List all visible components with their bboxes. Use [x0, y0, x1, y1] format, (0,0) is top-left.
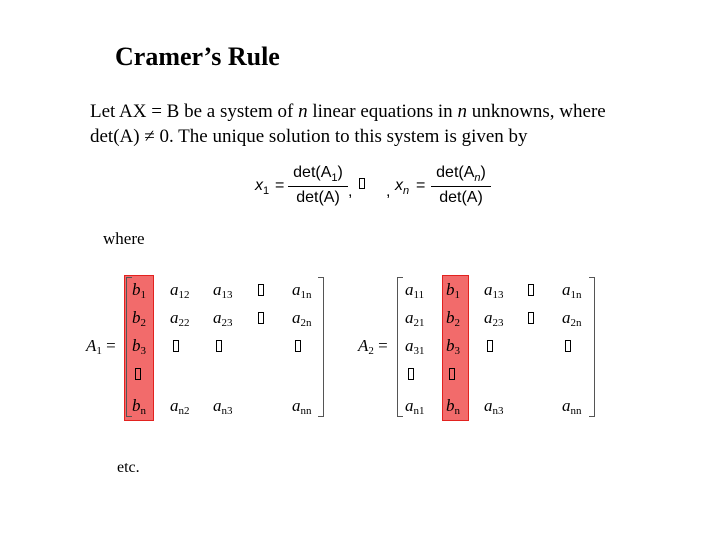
matrix-entry: $a_{13}$	[213, 280, 233, 301]
formula-fraction-2	[431, 164, 491, 207]
ellipsis-placeholder-icon	[408, 368, 414, 380]
where-label: where	[103, 229, 145, 248]
fraction-1-bar	[288, 186, 348, 187]
matrix-entry: $a_{22}$	[170, 308, 190, 329]
matrix-entry: $a_{2n}$	[562, 308, 582, 329]
fraction-2-bar	[431, 186, 491, 187]
matrix-entry: $b_2$	[446, 308, 460, 329]
matrix-entry: $a_{12}$	[170, 280, 190, 301]
ellipsis-placeholder-icon	[528, 284, 534, 296]
matrix-entry: $a_{n2}$	[170, 396, 190, 417]
matrix-entry: $b_n$	[446, 396, 460, 417]
ellipsis-placeholder-icon	[487, 340, 493, 352]
matrix-entry: $a_{21}$	[405, 308, 425, 329]
matrix-entry: $a_{31}$	[405, 336, 425, 357]
matrix-entry: $b_2$	[132, 308, 146, 329]
intro-text-part: unknowns, where	[466, 101, 606, 122]
matrix-entry: $a_{nn}$	[292, 396, 312, 417]
formula-comma-2: ,	[386, 183, 391, 200]
intro-variable-n: n	[298, 101, 308, 122]
matrix-2-right-bracket	[589, 277, 595, 417]
matrix-entry: $a_{n3}$	[213, 396, 233, 417]
formula-equals-1: =	[275, 177, 285, 194]
ellipsis-placeholder-icon	[216, 340, 222, 352]
fraction-1-numerator: $\det(A_1)$	[293, 164, 343, 185]
matrix-entry: $a_{23}$	[484, 308, 504, 329]
matrix-entry: $a_{23}$	[213, 308, 233, 329]
matrix-entry: $a_{13}$	[484, 280, 504, 301]
matrix-entry: $a_{1n}$	[562, 280, 582, 301]
matrix-entry: $a_{n3}$	[484, 396, 504, 417]
matrix-entry: $a_{n1}$	[405, 396, 425, 417]
etc-label: etc.	[117, 459, 140, 476]
formula-xn: $x_n$	[395, 177, 410, 198]
ellipsis-placeholder-icon	[258, 284, 264, 296]
matrix-1-right-bracket	[318, 277, 324, 417]
matrix-1-label: $A_1$ =	[86, 336, 116, 357]
formula-comma-1: ,	[348, 183, 353, 200]
ellipsis-placeholder-icon	[528, 312, 534, 324]
matrix-entry: $b_3$	[446, 336, 460, 357]
intro-line-1	[90, 101, 606, 123]
intro-variable-n: n	[457, 101, 467, 122]
matrix-entry: $b_1$	[446, 280, 460, 301]
matrix-entry: $a_{nn}$	[562, 396, 582, 417]
ellipsis-placeholder-icon	[173, 340, 179, 352]
fraction-1-denominator: det(A)	[296, 189, 340, 207]
matrix-entry: $b_n$	[132, 396, 146, 417]
ellipsis-placeholder-icon	[258, 312, 264, 324]
matrix-entry: $a_{2n}$	[292, 308, 312, 329]
matrix-2-label: $A_2$ =	[358, 336, 388, 357]
matrix-entry: $a_{1n}$	[292, 280, 312, 301]
formula-fraction-1	[288, 164, 348, 207]
fraction-2-numerator: $\det(A_n)$	[436, 164, 486, 185]
matrix-entry: $a_{11}$	[405, 280, 425, 301]
ellipsis-placeholder-icon	[135, 368, 141, 380]
intro-text-part: linear equations in	[307, 101, 458, 122]
matrix-2-left-bracket	[397, 277, 403, 417]
cramer-formula	[255, 164, 495, 214]
ellipsis-placeholder-icon	[295, 340, 301, 352]
slide-title: Cramer’s Rule	[115, 42, 280, 71]
matrix-entry: $b_1$	[132, 280, 146, 301]
ellipsis-placeholder-icon	[565, 340, 571, 352]
matrix-entry: $b_3$	[132, 336, 146, 357]
formula-x1: $x_1$	[255, 177, 270, 198]
intro-text-part: Let AX = B be a system of	[90, 101, 299, 122]
formula-equals-2: =	[416, 177, 426, 194]
ellipsis-placeholder-icon	[359, 178, 365, 189]
ellipsis-placeholder-icon	[449, 368, 455, 380]
intro-line-2: det(A) ≠ 0. The unique solution to this system is given by	[90, 126, 528, 147]
fraction-2-denominator: det(A)	[439, 189, 483, 207]
